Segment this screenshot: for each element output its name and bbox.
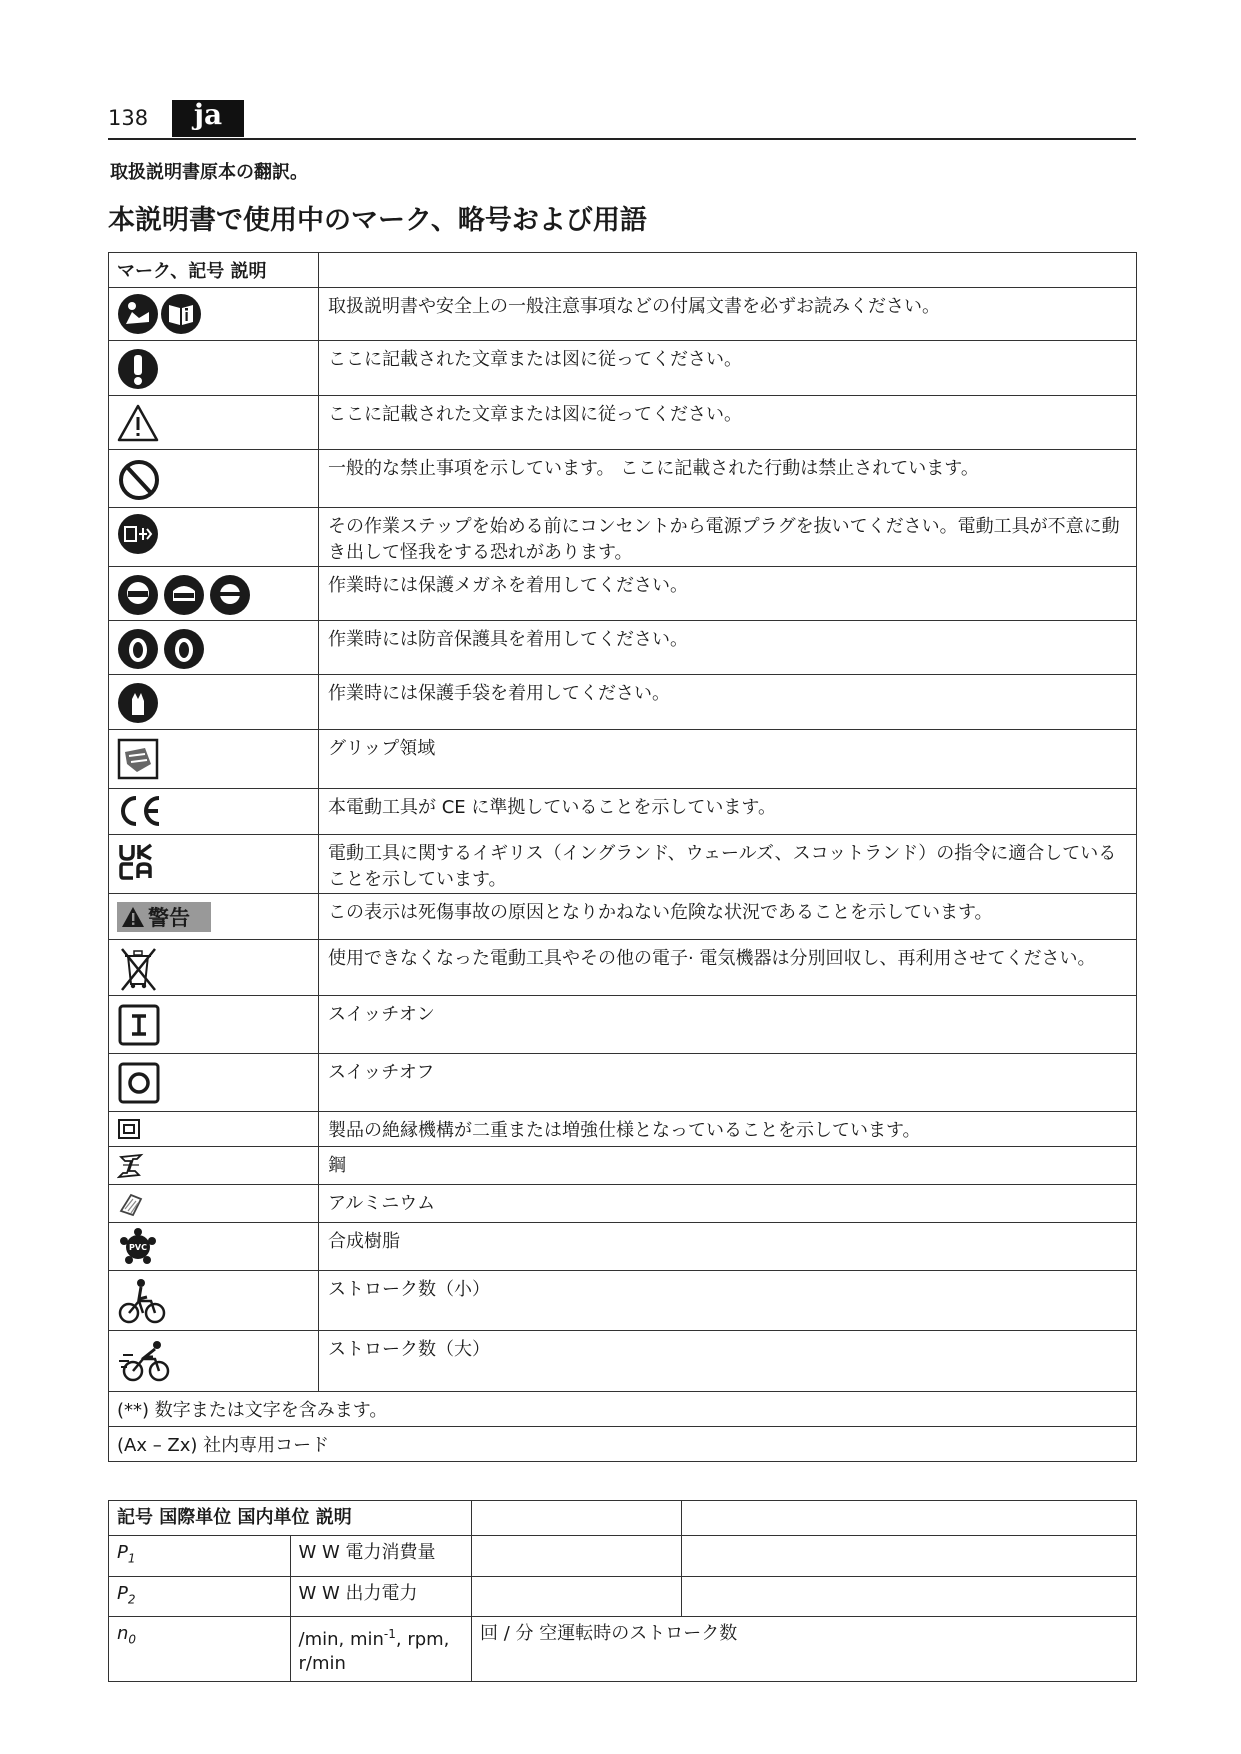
symbol-description: スイッチオフ [319,1054,1137,1112]
unit-col4 [682,1576,1137,1617]
pvc-icon [117,1227,161,1267]
symbol-description: 作業時には保護手袋を着用してください。 [319,675,1137,730]
unit-col4 [682,1536,1137,1577]
symbol-description: ストローク数（大） [319,1331,1137,1392]
svg-text:PVC: PVC [129,1243,147,1252]
unit-values: /min, $\min^{-1}$, rpm, r/min [290,1617,472,1682]
symbol-description: アルミニウム [319,1185,1137,1223]
weee-bin-icon [117,944,161,992]
unit-symbol: $P_1$ [109,1536,291,1577]
unit-col3 [472,1536,682,1577]
units-header-empty [682,1501,1137,1536]
warning-label-text: 警告 [148,906,190,930]
warning-triangle-icon [117,400,161,444]
language-tab: ja [172,100,244,137]
symbol-description: ストローク数（小） [319,1271,1137,1331]
switch-off-icon [117,1058,161,1106]
symbol-description: 取扱説明書や安全上の一般注意事項などの付属文書を必ずお読みください。 [319,288,1137,341]
symbol-description: 使用できなくなった電動工具やその他の電子· 電気機器は分別回収し、再利用させてください。 [319,940,1137,996]
symbol-description: 本電動工具が CE に準拠していることを示しています。 [319,789,1137,835]
warning-label-icon [117,902,211,932]
page-number: 138 [108,106,149,130]
switch-on-icon [117,1000,161,1048]
symbol-description: 鋼 [319,1147,1137,1185]
symbol-description: ここに記載された文章または図に従ってください。 [319,396,1137,450]
prohibition-icon [117,454,163,502]
double-insulation-icon [117,1116,143,1140]
unit-values: W W 電力消費量 [290,1536,472,1577]
units-header-empty [472,1501,682,1536]
symbol-description: ここに記載された文章または図に従ってください。 [319,341,1137,396]
unit-values: W W 出力電力 [290,1576,472,1617]
translation-note: 取扱説明書原本の翻訳。 [110,162,308,183]
unit-description: 回 / 分 空運転時のストローク数 [472,1617,1137,1682]
read-manual-icon [117,292,205,336]
page-title: 本説明書で使用中のマーク、略号および用語 [108,205,647,236]
unit-symbol: $n_0$ [109,1617,291,1682]
unit-symbol: $P_2$ [109,1576,291,1617]
aluminium-icon [117,1189,145,1217]
footnote: (**) 数字または文字を含みます。 [109,1392,1137,1427]
units-header: 記号 国際単位 国内単位 説明 [109,1501,472,1536]
ce-mark-icon [117,793,163,829]
stroke-high-icon [117,1335,173,1387]
symbol-description: この表示は死傷事故の原因となりかねない危険な状況であることを示しています。 [319,894,1137,940]
symbol-description: 製品の絶縁機構が二重または増強仕様となっていることを示しています。 [319,1112,1137,1147]
exclamation-icon [117,345,161,391]
symbol-description: スイッチオン [319,996,1137,1054]
symbols-header: マーク、記号 説明 [109,253,319,288]
eye-protection-icon [117,571,253,617]
steel-icon [117,1151,145,1179]
symbol-description: 作業時には保護メガネを着用してください。 [319,567,1137,621]
symbol-description: 電動工具に関するイギリス（イングランド、ウェールズ、スコットランド）の指令に適合していることを示しています。 [319,835,1137,894]
page-header [108,100,1136,140]
symbol-description: グリップ領域 [319,730,1137,789]
ear-protection-icon [117,625,207,671]
ukca-mark-icon [117,839,157,883]
symbol-description: 一般的な禁止事項を示しています。 ここに記載された行動は禁止されています。 [319,450,1137,508]
stroke-low-icon [117,1275,167,1327]
gloves-icon [117,679,161,725]
symbols-table [108,252,1137,1462]
unplug-icon [117,512,161,556]
symbols-header-empty [319,253,1137,288]
grip-area-icon [117,734,161,780]
symbol-description: その作業ステップを始める前にコンセントから電源プラグを抜いてください。電動工具が不意に動き出して怪我をする恐れがあります。 [319,508,1137,567]
units-table [108,1500,1137,1682]
symbol-description: 合成樹脂 [319,1223,1137,1271]
footnote: (Ax – Zx) 社内専用コード [109,1427,1137,1462]
unit-col3 [472,1576,682,1617]
symbol-description: 作業時には防音保護具を着用してください。 [319,621,1137,675]
